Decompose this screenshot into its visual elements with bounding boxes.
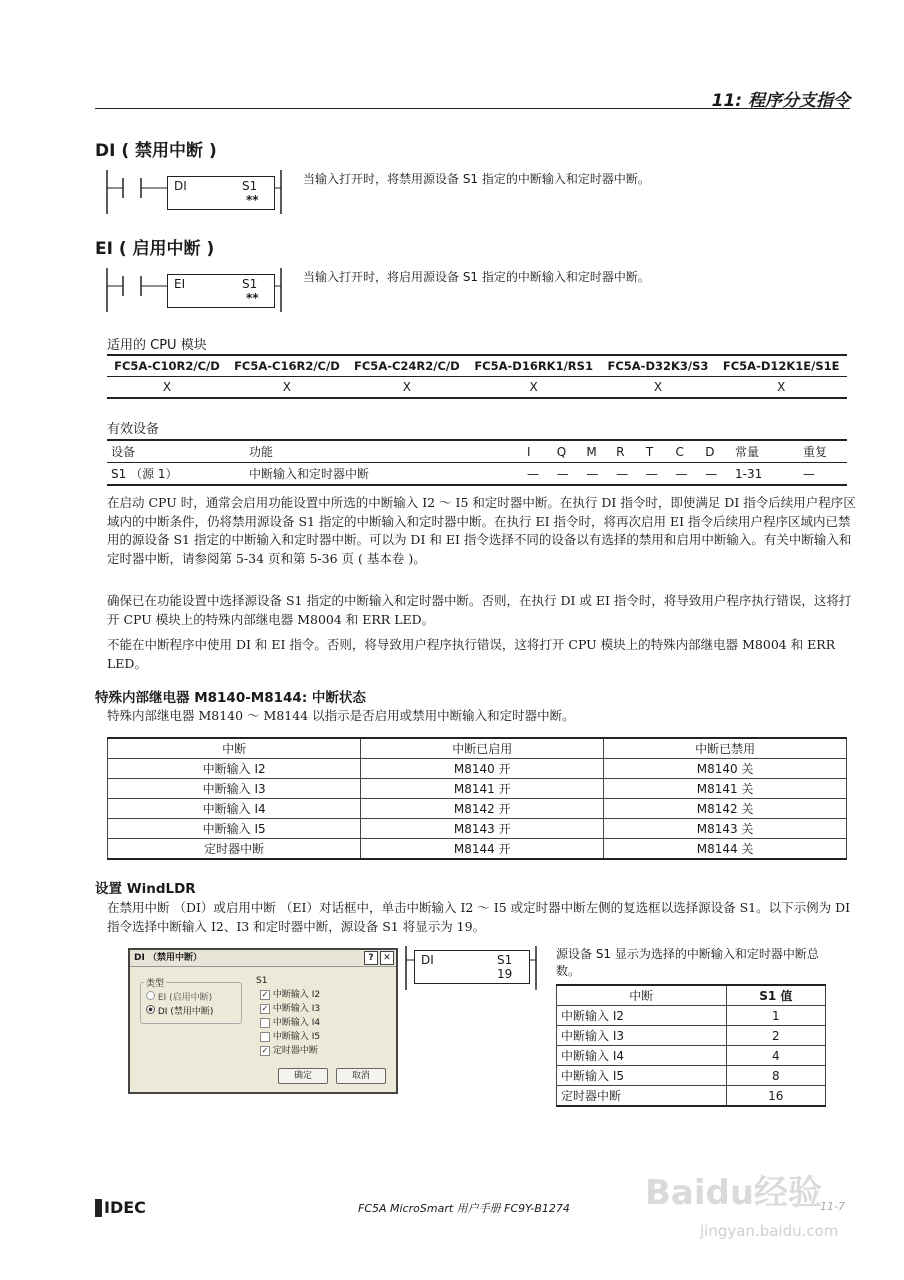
paragraph: 在启动 CPU 时，通常会启用功能设置中所选的中断输入 I2 ～ I5 和定时器中断。在执行 DI 指令时，即使满足 DI 指令后续用户程序区域内的中断条件，仍将禁用源设备 S1 指定的中断输入和定时器中断。在执行 EI 指令时，将再次启用 EI 指令后续用户程序区域内已禁用的源设备 S1 指定的中断输入和定时器中断。可以为 DI 和 EI 指令选择不同的设备以有选择的禁用和启用中断输入。有关中断输入和定时器中断，请参阅第 5-34 页和第 5-36 页 ( 基本卷 )。 [107, 495, 856, 566]
cpu-value: X [162, 380, 172, 394]
table-row [557, 1046, 826, 1066]
cell: 定时器中断 [108, 839, 361, 860]
checkbox-box[interactable] [260, 1018, 270, 1028]
ei-ladder-diagram [105, 268, 285, 314]
checkbox-label: 中断输入 I5 [272, 1032, 321, 1042]
ok-button[interactable]: 确定 [278, 1068, 328, 1084]
cell: 中断输入 I3 [108, 779, 361, 799]
status-header: 中断已启用 [361, 738, 604, 759]
checkbox-label: 中断输入 I3 [272, 1004, 321, 1014]
devices-header: T [642, 440, 672, 463]
devices-section-title: 有效设备 [107, 422, 160, 437]
devices-header: R [612, 440, 642, 463]
paragraph: 确保已在功能设置中选择源设备 S1 指定的中断输入和定时器中断。否则，在执行 DI 或 EI 指令时，将导致用户程序执行错误，这将打开 CPU 模块上的特殊内部继电器 M8004 和 ERR LED。 [107, 593, 852, 627]
dialog-title: DI （禁用中断） [134, 953, 202, 963]
radio-di[interactable] [146, 1004, 213, 1017]
s1-checkbox[interactable] [260, 1016, 320, 1030]
table-row [108, 819, 847, 839]
ladder-box-name: DI [421, 953, 434, 967]
di-description: 当输入打开时，将禁用源设备 S1 指定的中断输入和定时器中断。 [303, 172, 650, 186]
table-row [108, 779, 847, 799]
close-button[interactable]: ✕ [380, 951, 394, 965]
cpu-value: X [529, 380, 538, 394]
cell: M8140 关 [604, 759, 847, 779]
cell: 中断输入 I2 [557, 1006, 727, 1026]
s1-checkbox-list [260, 988, 320, 1058]
devices-header: 常量 [731, 440, 799, 463]
windldr-intro: 在禁用中断 （DI）或启用中断 （EI）对话框中，单击中断输入 I2 ～ I5 或定时器中断左侧的复选框以选择源设备 S1。以下示例为 DI 指令选择中断输入 I2、I3 和定时器中断，源设备 S1 将显示为 19。 [107, 900, 851, 934]
di-operand-value: ** [246, 193, 259, 207]
devices-cell: 1-31 [731, 463, 799, 486]
cpu-header: FC5A-D16RK1/RS1 [467, 355, 601, 377]
cell: M8143 开 [361, 819, 604, 839]
cell: 1 [726, 1006, 825, 1026]
cpu-value: X [777, 380, 786, 394]
devices-header: C [672, 440, 702, 463]
cpu-header: FC5A-C10R2/C/D [107, 355, 227, 377]
s1-checkbox[interactable] [260, 1002, 320, 1016]
s1-checkbox[interactable] [260, 1030, 320, 1044]
radio-ei[interactable] [146, 990, 212, 1003]
cell: 中断输入 I4 [557, 1046, 727, 1066]
devices-header: I [523, 440, 553, 463]
cell: M8140 开 [361, 759, 604, 779]
s1-label: S1 [256, 976, 268, 986]
table-row [557, 1006, 826, 1026]
cell: 中断输入 I5 [557, 1066, 727, 1086]
devices-cell: — [553, 463, 583, 486]
devices-table [107, 439, 847, 486]
s1-ladder-diagram [404, 946, 554, 990]
table-row [557, 1026, 826, 1046]
cpu-header: FC5A-C16R2/C/D [227, 355, 347, 377]
cell: 8 [726, 1066, 825, 1086]
cell: 中断输入 I5 [108, 819, 361, 839]
cell: 定时器中断 [557, 1086, 727, 1107]
cell: M8144 关 [604, 839, 847, 860]
devices-cell: S1 （源 1） [107, 463, 245, 486]
checkbox-box[interactable]: ✓ [261, 989, 269, 999]
cancel-button[interactable]: 取消 [336, 1068, 386, 1084]
devices-header: D [701, 440, 731, 463]
status-header: 中断 [108, 738, 361, 759]
devices-cell: — [701, 463, 731, 486]
footer-manual: FC5A MicroSmart 用户手册 FC9Y-B1274 [358, 1202, 570, 1215]
ei-operand-value: ** [246, 291, 259, 305]
cell: 中断输入 I3 [557, 1026, 727, 1046]
table-row [108, 839, 847, 860]
cell: M8143 关 [604, 819, 847, 839]
s1-table-header: 中断 [557, 985, 727, 1006]
status-header: 中断已禁用 [604, 738, 847, 759]
devices-cell: — [523, 463, 553, 486]
logo-text: IDEC [104, 1198, 146, 1217]
status-intro: 特殊内部继电器 M8140 ～ M8144 以指示是否启用或禁用中断输入和定时器中断。 [107, 708, 575, 723]
devices-cell: — [672, 463, 702, 486]
table-row [557, 1066, 826, 1086]
page-number: 11-7 [820, 1200, 845, 1213]
devices-header: 重复 [799, 440, 847, 463]
devices-header: M [582, 440, 612, 463]
devices-header: 功能 [245, 440, 523, 463]
devices-header: 设备 [107, 440, 245, 463]
table-row [557, 1086, 826, 1107]
checkbox-label: 定时器中断 [272, 1046, 318, 1056]
cell: 16 [726, 1086, 825, 1107]
checkbox-box[interactable]: ✓ [261, 1003, 269, 1013]
di-dialog [128, 948, 398, 1094]
cpu-header: FC5A-D32K3/S3 [600, 355, 715, 377]
paragraph: 不能在中断程序中使用 DI 和 EI 指令。否则，将导致用户程序执行错误，这将打开 CPU 模块上的特殊内部继电器 M8004 和 ERR LED。 [107, 637, 836, 671]
table-row [108, 759, 847, 779]
devices-cell: — [612, 463, 642, 486]
cell: 2 [726, 1026, 825, 1046]
checkbox-label: 中断输入 I2 [272, 990, 321, 1000]
devices-cell: — [582, 463, 612, 486]
cpu-section-title: 适用的 CPU 模块 [107, 338, 207, 353]
watermark: Baidu经验 [645, 1173, 823, 1213]
cell: M8142 关 [604, 799, 847, 819]
cpu-value: X [653, 380, 663, 394]
cpu-header: FC5A-C24R2/C/D [347, 355, 467, 377]
cpu-table [107, 354, 847, 399]
di-box-name: DI [174, 179, 187, 193]
cpu-header: FC5A-D12K1E/S1E [715, 355, 847, 377]
devices-cell: 中断输入和定时器中断 [245, 463, 523, 486]
cell: M8141 开 [361, 779, 604, 799]
ei-operand: S1 [242, 277, 258, 291]
status-title: 特殊内部继电器 M8140-M8144: 中断状态 [95, 690, 366, 706]
watermark-url: jingyan.baidu.com [700, 1222, 839, 1240]
ladder-value: 19 [497, 967, 513, 981]
s1-value-table [556, 984, 826, 1107]
devices-header: Q [553, 440, 583, 463]
cell: M8142 开 [361, 799, 604, 819]
idec-logo [95, 1198, 146, 1217]
radio-ei-label: EI (启用中断) [157, 993, 213, 1003]
ei-box-name: EI [174, 277, 186, 291]
di-operand: S1 [242, 179, 258, 193]
cell: M8141 关 [604, 779, 847, 799]
cpu-value: X [282, 380, 292, 394]
windldr-title: 设置 WindLDR [95, 881, 196, 897]
di-ladder-diagram [105, 170, 285, 216]
s1-table-header: S1 值 [726, 985, 825, 1006]
ei-title: EI ( 启用中断 ) [95, 239, 215, 259]
cell: M8144 开 [361, 839, 604, 860]
cell: 中断输入 I4 [108, 799, 361, 819]
devices-cell: — [799, 463, 847, 486]
checkbox-label: 中断输入 I4 [272, 1018, 321, 1028]
ei-description: 当输入打开时，将启用源设备 S1 指定的中断输入和定时器中断。 [303, 270, 650, 284]
help-button[interactable]: ? [364, 951, 378, 965]
type-group-label: 类型 [144, 976, 166, 989]
checkbox-box[interactable]: ✓ [261, 1045, 269, 1055]
radio-di-label: DI (禁用中断) [157, 1007, 214, 1017]
header-rule [95, 108, 850, 109]
table-row [108, 799, 847, 819]
cell: 4 [726, 1046, 825, 1066]
cell: 中断输入 I2 [108, 759, 361, 779]
chapter-title: 11: 程序分支指令 [711, 91, 850, 111]
cpu-value: X [402, 380, 411, 394]
s1-note: 源设备 S1 显示为选择的中断输入和定时器中断总数。 [556, 947, 819, 978]
s1-checkbox[interactable] [260, 1044, 320, 1058]
di-title: DI ( 禁用中断 ) [95, 141, 217, 161]
s1-checkbox[interactable] [260, 988, 320, 1002]
devices-cell: — [642, 463, 672, 486]
status-table [107, 737, 847, 860]
ladder-operand: S1 [497, 953, 513, 967]
checkbox-box[interactable] [260, 1032, 270, 1042]
